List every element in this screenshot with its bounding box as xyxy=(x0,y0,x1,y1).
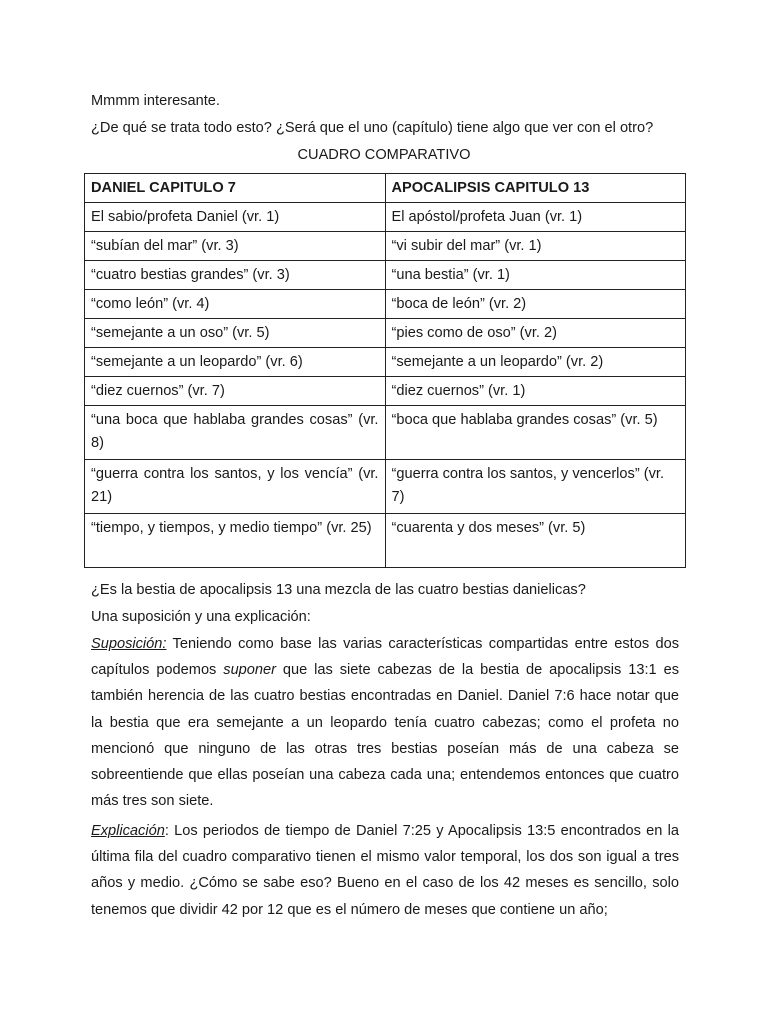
lead-line: Una suposición y una explicación: xyxy=(91,609,311,625)
table-cell-daniel: El sabio/profeta Daniel (vr. 1) xyxy=(85,203,386,232)
table-cell-daniel: “como león” (vr. 4) xyxy=(85,290,386,319)
suposicion-text-a: Teniendo como base las varias características compartidas entre estos dos capítulos podemos xyxy=(91,636,679,679)
intro-line-1: Mmmm interesante. xyxy=(91,93,220,109)
table-cell-apocalipsis: “una bestia” (vr. 1) xyxy=(385,261,686,290)
header-daniel: DANIEL CAPITULO 7 xyxy=(85,174,386,203)
table-cell-daniel: “una boca que hablaba grandes cosas” (vr. 8) xyxy=(85,406,386,460)
table-cell-daniel: “semejante a un oso” (vr. 5) xyxy=(85,319,386,348)
explicacion-label: Explicación xyxy=(91,823,165,839)
suposicion-text-b: que las siete cabezas de la bestia de apocalipsis 13:1 es también herencia de las cuatro bestias encontradas en Daniel. Daniel 7:6 hace notar que la bestia que era semejante a un leopardo tenía cuatro cabezas; como el profeta no mencionó que ninguno de las otras tres bestias poseían más de una cabeza se sobreentiende que ellas poseían una cabeza cada una; entendemos entonces que cuatro más tres son siete. xyxy=(91,662,679,810)
table-row xyxy=(85,377,686,406)
suposicion-emphasis: suponer xyxy=(223,662,277,679)
table-cell-apocalipsis: “boca de león” (vr. 2) xyxy=(385,290,686,319)
table-title: CUADRO COMPARATIVO xyxy=(297,147,471,163)
table-row xyxy=(85,232,686,261)
explicacion-text: : Los periodos de tiempo de Daniel 7:25 y Apocalipsis 13:5 encontrados en la última fila del cuadro comparativo tienen el mismo valor temporal, los dos son igual a tres años y medio. ¿Cómo se sabe eso? Bueno en el caso de los 42 meses es sencillo, solo tenemos que dividir 42 por 12 que es el número de meses que contiene un año; xyxy=(91,823,679,918)
table-cell-apocalipsis: “semejante a un leopardo” (vr. 2) xyxy=(385,348,686,377)
table-cell-apocalipsis: “vi subir del mar” (vr. 1) xyxy=(385,232,686,261)
table-cell-apocalipsis: “pies como de oso” (vr. 2) xyxy=(385,319,686,348)
comparison-table xyxy=(84,173,686,568)
table-cell-apocalipsis: “cuarenta y dos meses” (vr. 5) xyxy=(385,514,686,568)
table-header-row xyxy=(85,174,686,203)
question-line: ¿Es la bestia de apocalipsis 13 una mezcla de las cuatro bestias danielicas? xyxy=(91,582,586,598)
table-row xyxy=(85,319,686,348)
table-row xyxy=(85,348,686,377)
table-cell-daniel: “tiempo, y tiempos, y medio tiempo” (vr. 25) xyxy=(85,514,386,568)
table-cell-daniel: “diez cuernos” (vr. 7) xyxy=(85,377,386,406)
table-row xyxy=(85,203,686,232)
table-cell-apocalipsis: “boca que hablaba grandes cosas” (vr. 5) xyxy=(385,406,686,460)
table-cell-apocalipsis: El apóstol/profeta Juan (vr. 1) xyxy=(385,203,686,232)
table-cell-daniel: “semejante a un leopardo” (vr. 6) xyxy=(85,348,386,377)
table-cell-daniel: “cuatro bestias grandes” (vr. 3) xyxy=(85,261,386,290)
intro-line-2: ¿De qué se trata todo esto? ¿Será que el uno (capítulo) tiene algo que ver con el otro? xyxy=(91,120,654,136)
table-cell-daniel: “subían del mar” (vr. 3) xyxy=(85,232,386,261)
table-cell-daniel: “guerra contra los santos, y los vencía” (vr. 21) xyxy=(85,460,386,514)
table-row xyxy=(85,514,686,568)
header-apocalipsis: APOCALIPSIS CAPITULO 13 xyxy=(385,174,686,203)
suposicion-paragraph xyxy=(91,631,679,814)
table-row xyxy=(85,406,686,460)
suposicion-label: Suposición: xyxy=(91,636,167,652)
table-row xyxy=(85,290,686,319)
table-row xyxy=(85,460,686,514)
explicacion-paragraph xyxy=(91,818,679,923)
table-row xyxy=(85,261,686,290)
table-cell-apocalipsis: “guerra contra los santos, y vencerlos” (vr. 7) xyxy=(385,460,686,514)
table-cell-apocalipsis: “diez cuernos” (vr. 1) xyxy=(385,377,686,406)
